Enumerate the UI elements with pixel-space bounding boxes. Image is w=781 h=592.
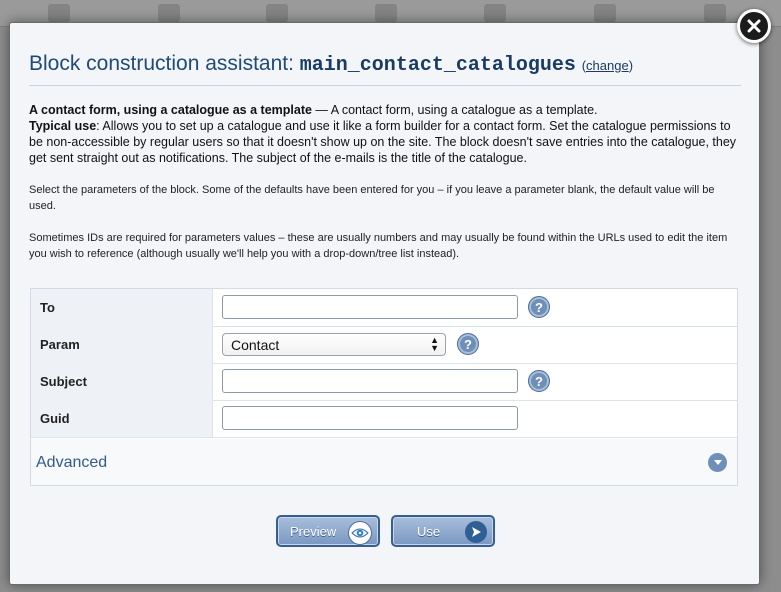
subject-input[interactable] — [222, 369, 518, 393]
background-tool-icon — [158, 4, 180, 22]
change-link[interactable]: change — [586, 58, 629, 73]
advanced-label[interactable]: Advanced — [36, 454, 108, 471]
ids-instructions: Sometimes IDs are required for parameters values – these are usually numbers and may usually be found within the URLs used to edit the item you wish to reference (although usually we'll help you with a drop-down/tree list instead). — [29, 232, 728, 260]
background-tool-icon — [704, 4, 726, 22]
form-row-subject — [31, 363, 737, 401]
to-label: To — [31, 289, 213, 326]
dialog-title — [29, 52, 741, 86]
help-icon[interactable]: ? — [457, 333, 479, 355]
block-description — [29, 102, 743, 166]
arrow-right-icon — [465, 521, 487, 543]
param-select[interactable] — [222, 333, 446, 356]
form-row-param — [31, 326, 737, 364]
block-construction-dialog — [9, 22, 760, 585]
help-icon[interactable]: ? — [528, 370, 550, 392]
help-icon[interactable]: ? — [528, 296, 550, 318]
block-heading-rest: — A contact form, using a catalogue as a template. — [311, 103, 598, 117]
change-open-paren: ( — [581, 58, 587, 73]
background-tool-icon — [48, 4, 70, 22]
param-label: Param — [31, 326, 213, 363]
background-tool-icon — [594, 4, 616, 22]
parameters-form — [30, 288, 738, 486]
preview-button[interactable] — [276, 515, 380, 547]
use-button[interactable] — [391, 515, 495, 547]
typical-use-label: Typical use — [29, 119, 97, 133]
param-selected-value: Contact — [231, 336, 280, 353]
change-close-paren: ) — [628, 58, 634, 73]
block-name: main_contact_catalogues — [299, 54, 576, 77]
eye-icon — [348, 521, 372, 545]
background-tool-icon — [375, 4, 397, 22]
select-arrows-icon: ▲ ▼ — [430, 335, 439, 353]
close-icon — [747, 19, 761, 33]
background-tool-icon — [484, 4, 506, 22]
subject-label: Subject — [31, 363, 213, 400]
params-instructions: Select the parameters of the block. Some of the defaults have been entered for you – if you leave a parameter blank, the default value will be used. — [29, 184, 715, 212]
to-input[interactable] — [222, 295, 518, 319]
chevron-down-icon[interactable] — [708, 453, 727, 472]
preview-button-label: Preview — [290, 523, 337, 539]
guid-label: Guid — [31, 400, 213, 437]
advanced-section-toggle[interactable] — [31, 439, 737, 485]
guid-input[interactable] — [222, 406, 518, 430]
dialog-title-prefix: Block construction assistant: — [29, 52, 300, 75]
change-wrapper — [582, 58, 633, 73]
block-heading: A contact form, using a catalogue as a template — [29, 103, 312, 117]
use-button-label: Use — [417, 523, 441, 539]
typical-use-text: : Allows you to set up a catalogue and use it like a form builder for a contact form. Set the catalogue permissions to be non-accessible by regular users so that it doesn't show up on the site. The block doesn't save entries into the catalogue, they get sent straight out as notifications. The subject of the e-mails is the title of the catalogue. — [29, 119, 737, 165]
form-row-to — [31, 289, 737, 327]
background-tool-icon — [266, 4, 288, 22]
close-button[interactable] — [737, 9, 771, 43]
form-row-guid — [31, 400, 737, 438]
